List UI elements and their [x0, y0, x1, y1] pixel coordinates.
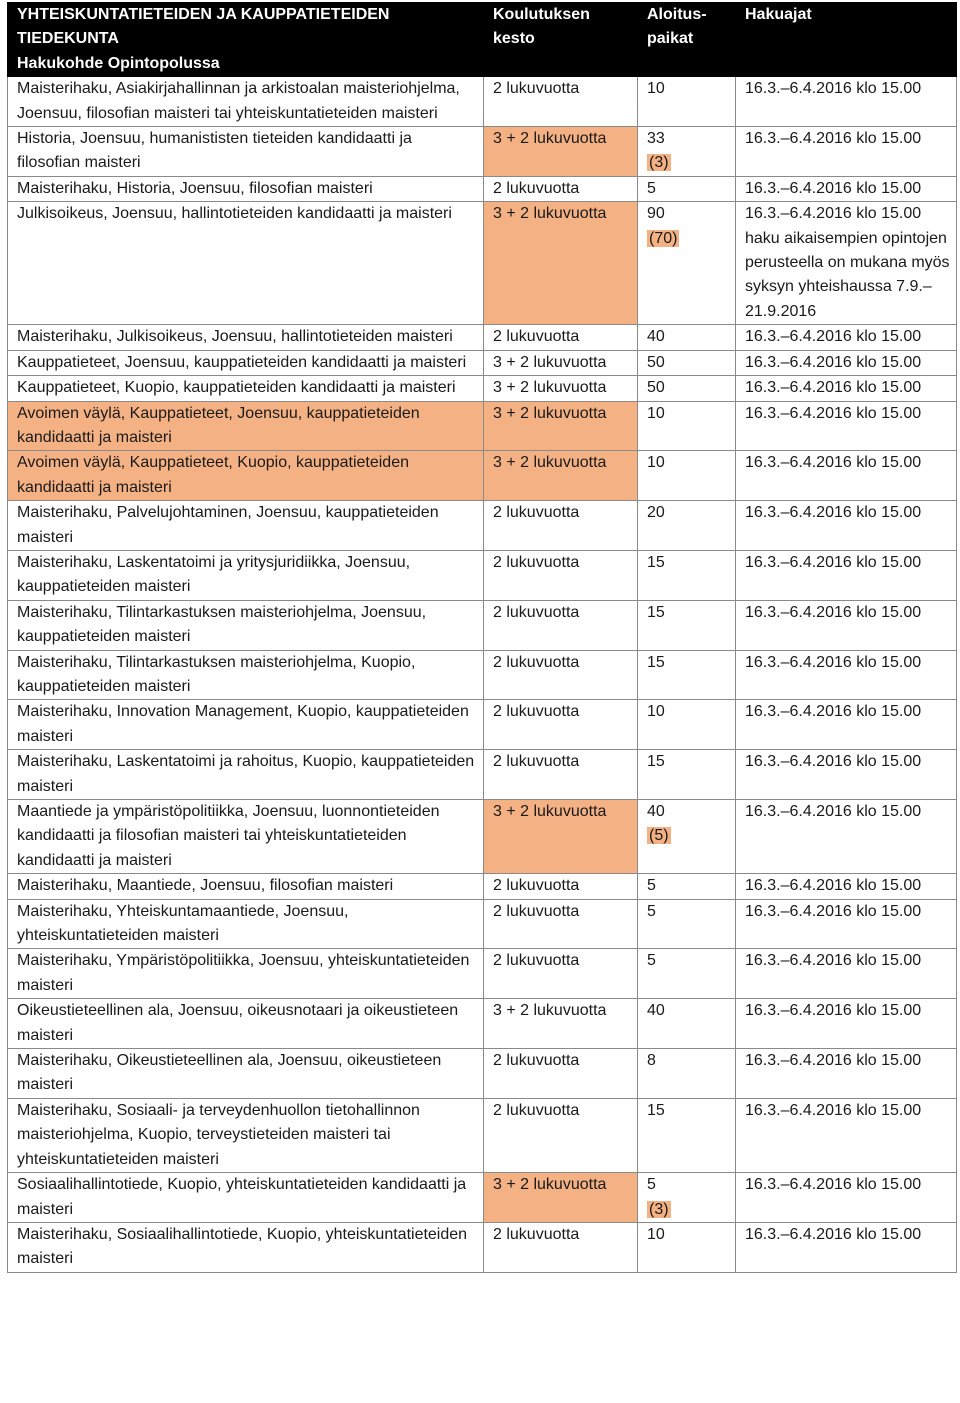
- places-cell: [638, 800, 736, 874]
- duration: 2 lukuvuotta: [493, 1052, 580, 1070]
- table-row: [8, 77, 957, 127]
- places-cell: [638, 949, 736, 999]
- programme-name-cell: [8, 700, 484, 750]
- duration-cell: [484, 899, 638, 949]
- table-row: [8, 650, 957, 700]
- duration-cell: [484, 650, 638, 700]
- programme-name: Oikeustieteellinen ala, Joensuu, oikeusnotaari ja oikeustieteen maisteri: [17, 1002, 459, 1044]
- table-row: [8, 1049, 957, 1099]
- programme-name: Maisterihaku, Julkisoikeus, Joensuu, hallintotieteiden maisteri: [17, 328, 453, 346]
- duration-cell: [484, 401, 638, 451]
- places: 50: [647, 353, 665, 371]
- programme-name-cell: [8, 451, 484, 501]
- duration: 2 lukuvuotta: [493, 553, 580, 571]
- period: 16.3.–6.4.2016 klo 15.00: [745, 205, 922, 223]
- period: 16.3.–6.4.2016 klo 15.00: [745, 803, 922, 820]
- duration: 3 + 2 lukuvuotta: [493, 1176, 607, 1194]
- duration-cell: [484, 750, 638, 800]
- header-places: Aloitus-paikat: [638, 3, 736, 77]
- places: 8: [647, 1052, 656, 1070]
- places-cell: [638, 376, 736, 401]
- programme-name-cell: [8, 1098, 484, 1172]
- places-cell: [638, 401, 736, 451]
- places-cell: [638, 899, 736, 949]
- programme-name: Historia, Joensuu, humanististen tieteiden kandidaatti ja filosofian maisteri: [17, 130, 412, 172]
- programme-name: Kauppatieteet, Kuopio, kauppatieteiden kandidaatti ja maisteri: [17, 379, 456, 397]
- period-cell: [736, 1098, 957, 1172]
- period-cell: [736, 1173, 957, 1223]
- places-cell: [638, 874, 736, 899]
- table-body: [8, 77, 957, 1273]
- places-cell: [638, 1049, 736, 1099]
- programme-name: Maisterihaku, Ympäristöpolitiikka, Joensuu, yhteiskuntatieteiden maisteri: [17, 952, 470, 994]
- table-row: [8, 202, 957, 325]
- duration-cell: [484, 127, 638, 177]
- duration-cell: [484, 550, 638, 600]
- period: 16.3.–6.4.2016 klo 15.00: [745, 1176, 922, 1194]
- places-cell: [638, 750, 736, 800]
- places-cell: [638, 350, 736, 375]
- period-cell: [736, 350, 957, 375]
- programme-name-cell: [8, 501, 484, 551]
- table-row: [8, 949, 957, 999]
- places-cell: [638, 1098, 736, 1172]
- programme-name-cell: [8, 999, 484, 1049]
- programme-name: Kauppatieteet, Joensuu, kauppatieteiden kandidaatti ja maisteri: [17, 353, 467, 371]
- duration-cell: [484, 501, 638, 551]
- programme-name-cell: [8, 1173, 484, 1223]
- places: 5: [647, 902, 656, 920]
- places: 15: [647, 753, 665, 771]
- table-row: [8, 325, 957, 350]
- duration: 2 lukuvuotta: [493, 603, 580, 621]
- period-cell: [736, 550, 957, 600]
- duration: 3 + 2 lukuvuotta: [493, 130, 607, 148]
- programme-name-cell: [8, 750, 484, 800]
- table-row: [8, 501, 957, 551]
- programme-name-cell: [8, 202, 484, 325]
- period: 16.3.–6.4.2016 klo 15.00: [745, 703, 922, 721]
- duration-cell: [484, 600, 638, 650]
- programme-name-cell: [8, 176, 484, 201]
- places: 10: [647, 404, 665, 422]
- programme-name-cell: [8, 550, 484, 600]
- places: 40: [647, 1002, 665, 1020]
- period-cell: [736, 700, 957, 750]
- table-row: [8, 451, 957, 501]
- period: 16.3.–6.4.2016 klo 15.00: [745, 653, 922, 671]
- programme-name-cell: [8, 899, 484, 949]
- period: 16.3.–6.4.2016 klo 15.00: [745, 902, 922, 920]
- table-row: [8, 401, 957, 451]
- programme-name: Maisterihaku, Yhteiskuntamaantiede, Joensuu, yhteiskuntatieteiden maisteri: [17, 902, 349, 945]
- places-cell: [638, 1222, 736, 1272]
- header-faculty-cell: [8, 3, 484, 77]
- duration-cell: [484, 376, 638, 401]
- period: 16.3.–6.4.2016 klo 15.00: [745, 404, 922, 422]
- programme-name-cell: [8, 325, 484, 350]
- period-cell: [736, 401, 957, 451]
- period-cell: [736, 949, 957, 999]
- programme-name: Maantiede ja ympäristöpolitiikka, Joensuu, luonnontieteiden kandidaatti ja filosofian maisteri tai yhteiskuntatieteiden kandidaatti ja maisteri: [17, 803, 440, 869]
- programme-name-cell: [8, 401, 484, 451]
- header-subtitle: Hakukohde Opintopolussa: [17, 54, 220, 72]
- duration: 2 lukuvuotta: [493, 902, 580, 920]
- table-row: [8, 700, 957, 750]
- programme-table: [7, 2, 957, 1273]
- places-cell: [638, 700, 736, 750]
- period-note: haku aikaisempien opintojen perusteella on mukana myös syksyn yhteishaussa 7.9.–21.9.2016: [745, 229, 950, 320]
- programme-name: Julkisoikeus, Joensuu, hallintotieteiden kandidaatti ja maisteri: [17, 205, 452, 223]
- programme-name: Avoimen väylä, Kauppatieteet, Joensuu, kauppatieteiden kandidaatti ja maisteri: [17, 404, 420, 446]
- period-cell: [736, 176, 957, 201]
- programme-name-cell: [8, 949, 484, 999]
- period: 16.3.–6.4.2016 klo 15.00: [745, 328, 922, 346]
- places: 90: [647, 205, 665, 223]
- places-cell: [638, 1173, 736, 1223]
- programme-name: Maisterihaku, Asiakirjahallinnan ja arkistoalan maisteriohjelma, Joensuu, filosofian maisteri tai yhteiskuntatieteiden maisteri: [17, 80, 460, 122]
- duration-cell: [484, 77, 638, 127]
- duration-cell: [484, 999, 638, 1049]
- header-duration: Koulutuksen kesto: [484, 3, 638, 77]
- duration: 2 lukuvuotta: [493, 1101, 580, 1119]
- programme-name: Maisterihaku, Oikeustieteellinen ala, Joensuu, oikeustieteen maisteri: [17, 1052, 442, 1094]
- table-row: [8, 899, 957, 949]
- places-sub: (3): [649, 154, 669, 172]
- table-row: [8, 1222, 957, 1272]
- places: 5: [647, 179, 656, 197]
- period-cell: [736, 874, 957, 899]
- programme-name: Avoimen väylä, Kauppatieteet, Kuopio, kauppatieteiden kandidaatti ja maisteri: [17, 454, 409, 496]
- programme-name: Maisterihaku, Tilintarkastuksen maisteriohjelma, Kuopio, kauppatieteiden maisteri: [17, 653, 416, 695]
- duration-cell: [484, 176, 638, 201]
- table-row: [8, 600, 957, 650]
- places: 33: [647, 130, 665, 148]
- programme-name-cell: [8, 600, 484, 650]
- duration: 3 + 2 lukuvuotta: [493, 1002, 607, 1020]
- period-cell: [736, 77, 957, 127]
- places-cell: [638, 325, 736, 350]
- programme-name-cell: [8, 376, 484, 401]
- places: 15: [647, 653, 665, 671]
- duration-cell: [484, 1098, 638, 1172]
- period: 16.3.–6.4.2016 klo 15.00: [745, 1225, 922, 1243]
- period-cell: [736, 999, 957, 1049]
- places-cell: [638, 550, 736, 600]
- period: 16.3.–6.4.2016 klo 15.00: [745, 952, 922, 970]
- duration: 2 lukuvuotta: [493, 504, 580, 522]
- places-cell: [638, 127, 736, 177]
- programme-name-cell: [8, 1049, 484, 1099]
- programme-name: Maisterihaku, Laskentatoimi ja yritysjuridiikka, Joensuu, kauppatieteiden maisteri: [17, 553, 411, 596]
- duration: 3 + 2 lukuvuotta: [493, 205, 607, 223]
- duration: 2 lukuvuotta: [493, 1225, 580, 1243]
- places: 10: [647, 1225, 665, 1243]
- duration: 2 lukuvuotta: [493, 877, 580, 895]
- table-row: [8, 1098, 957, 1172]
- programme-name-cell: [8, 127, 484, 177]
- duration: 2 lukuvuotta: [493, 753, 580, 771]
- period-cell: [736, 127, 957, 177]
- places: 10: [647, 703, 665, 721]
- places-sub: (5): [649, 827, 669, 845]
- period: 16.3.–6.4.2016 klo 15.00: [745, 753, 922, 771]
- duration-cell: [484, 325, 638, 350]
- duration: 3 + 2 lukuvuotta: [493, 353, 607, 371]
- programme-name: Maisterihaku, Historia, Joensuu, filosofian maisteri: [17, 179, 373, 197]
- period: 16.3.–6.4.2016 klo 15.00: [745, 1101, 922, 1119]
- places: 40: [647, 328, 665, 346]
- table-row: [8, 874, 957, 899]
- table-row: [8, 800, 957, 874]
- programme-name: Maisterihaku, Sosiaalihallintotiede, Kuopio, yhteiskuntatieteiden maisteri: [17, 1225, 468, 1268]
- period-cell: [736, 1222, 957, 1272]
- programme-name: Maisterihaku, Laskentatoimi ja rahoitus, Kuopio, kauppatieteiden maisteri: [17, 753, 475, 795]
- period: 16.3.–6.4.2016 klo 15.00: [745, 1052, 922, 1070]
- period-cell: [736, 325, 957, 350]
- duration-cell: [484, 949, 638, 999]
- duration: 3 + 2 lukuvuotta: [493, 404, 607, 422]
- places: 20: [647, 504, 665, 522]
- places-sub: (70): [649, 229, 678, 247]
- duration: 2 lukuvuotta: [493, 653, 580, 671]
- table-row: [8, 999, 957, 1049]
- places: 10: [647, 80, 665, 98]
- period: 16.3.–6.4.2016 klo 15.00: [745, 553, 922, 571]
- table-row: [8, 550, 957, 600]
- duration: 2 lukuvuotta: [493, 328, 580, 346]
- places: 15: [647, 1101, 665, 1119]
- places-cell: [638, 176, 736, 201]
- period-cell: [736, 376, 957, 401]
- duration-cell: [484, 874, 638, 899]
- places: 50: [647, 379, 665, 397]
- period: 16.3.–6.4.2016 klo 15.00: [745, 179, 922, 197]
- period: 16.3.–6.4.2016 klo 15.00: [745, 379, 922, 397]
- period-cell: [736, 800, 957, 874]
- places: 5: [647, 1176, 656, 1194]
- period: 16.3.–6.4.2016 klo 15.00: [745, 877, 922, 895]
- places-cell: [638, 202, 736, 325]
- places: 15: [647, 553, 665, 571]
- programme-name-cell: [8, 650, 484, 700]
- header-faculty: YHTEISKUNTATIETEIDEN JA KAUPPATIETEIDEN TIEDEKUNTA: [17, 6, 390, 48]
- places-cell: [638, 501, 736, 551]
- places-sub: (3): [649, 1200, 669, 1218]
- places: 15: [647, 603, 665, 621]
- programme-name-cell: [8, 874, 484, 899]
- programme-name: Sosiaalihallintotiede, Kuopio, yhteiskuntatieteiden kandidaatti ja maisteri: [17, 1176, 467, 1218]
- period: 16.3.–6.4.2016 klo 15.00: [745, 603, 922, 621]
- period-cell: [736, 451, 957, 501]
- period: 16.3.–6.4.2016 klo 15.00: [745, 504, 922, 522]
- duration-cell: [484, 1222, 638, 1272]
- duration-cell: [484, 202, 638, 325]
- period-cell: [736, 650, 957, 700]
- period: 16.3.–6.4.2016 klo 15.00: [745, 80, 922, 98]
- period-cell: [736, 501, 957, 551]
- duration: 2 lukuvuotta: [493, 703, 580, 721]
- table-row: [8, 750, 957, 800]
- period: 16.3.–6.4.2016 klo 15.00: [745, 1002, 922, 1020]
- period-cell: [736, 202, 957, 325]
- duration-cell: [484, 451, 638, 501]
- places-cell: [638, 77, 736, 127]
- duration-cell: [484, 1173, 638, 1223]
- places: 5: [647, 877, 656, 895]
- table-row: [8, 1173, 957, 1223]
- duration: 3 + 2 lukuvuotta: [493, 454, 607, 472]
- period: 16.3.–6.4.2016 klo 15.00: [745, 353, 922, 371]
- programme-name-cell: [8, 1222, 484, 1272]
- duration-cell: [484, 700, 638, 750]
- duration-cell: [484, 1049, 638, 1099]
- places-cell: [638, 600, 736, 650]
- programme-name: Maisterihaku, Maantiede, Joensuu, filosofian maisteri: [17, 877, 394, 895]
- programme-name: Maisterihaku, Innovation Management, Kuopio, kauppatieteiden maisteri: [17, 703, 469, 745]
- period-cell: [736, 899, 957, 949]
- duration: 2 lukuvuotta: [493, 952, 580, 970]
- duration-cell: [484, 800, 638, 874]
- duration-cell: [484, 350, 638, 375]
- table-row: [8, 127, 957, 177]
- places-cell: [638, 650, 736, 700]
- table-row: [8, 350, 957, 375]
- table-row: [8, 376, 957, 401]
- header-period: Hakuajat: [736, 3, 957, 77]
- programme-name-cell: [8, 77, 484, 127]
- programme-name: Maisterihaku, Palvelujohtaminen, Joensuu, kauppatieteiden maisteri: [17, 504, 439, 546]
- programme-name: Maisterihaku, Sosiaali- ja terveydenhuollon tietohallinnon maisteriohjelma, Kuopio, terveystieteiden maisteri tai yhteiskuntatieteiden maisteri: [17, 1101, 420, 1168]
- period-cell: [736, 1049, 957, 1099]
- duration: 3 + 2 lukuvuotta: [493, 803, 607, 820]
- places-cell: [638, 451, 736, 501]
- places: 10: [647, 454, 665, 472]
- period-cell: [736, 600, 957, 650]
- period: 16.3.–6.4.2016 klo 15.00: [745, 454, 922, 472]
- places-cell: [638, 999, 736, 1049]
- table-row: [8, 176, 957, 201]
- places: 40: [647, 803, 665, 820]
- period: 16.3.–6.4.2016 klo 15.00: [745, 130, 922, 148]
- programme-name-cell: [8, 800, 484, 874]
- period-cell: [736, 750, 957, 800]
- places: 5: [647, 952, 656, 970]
- duration: 2 lukuvuotta: [493, 179, 580, 197]
- programme-name: Maisterihaku, Tilintarkastuksen maisteriohjelma, Joensuu, kauppatieteiden maisteri: [17, 603, 427, 646]
- duration: 3 + 2 lukuvuotta: [493, 379, 607, 397]
- programme-name-cell: [8, 350, 484, 375]
- duration: 2 lukuvuotta: [493, 80, 580, 98]
- table-header-row: [8, 3, 957, 77]
